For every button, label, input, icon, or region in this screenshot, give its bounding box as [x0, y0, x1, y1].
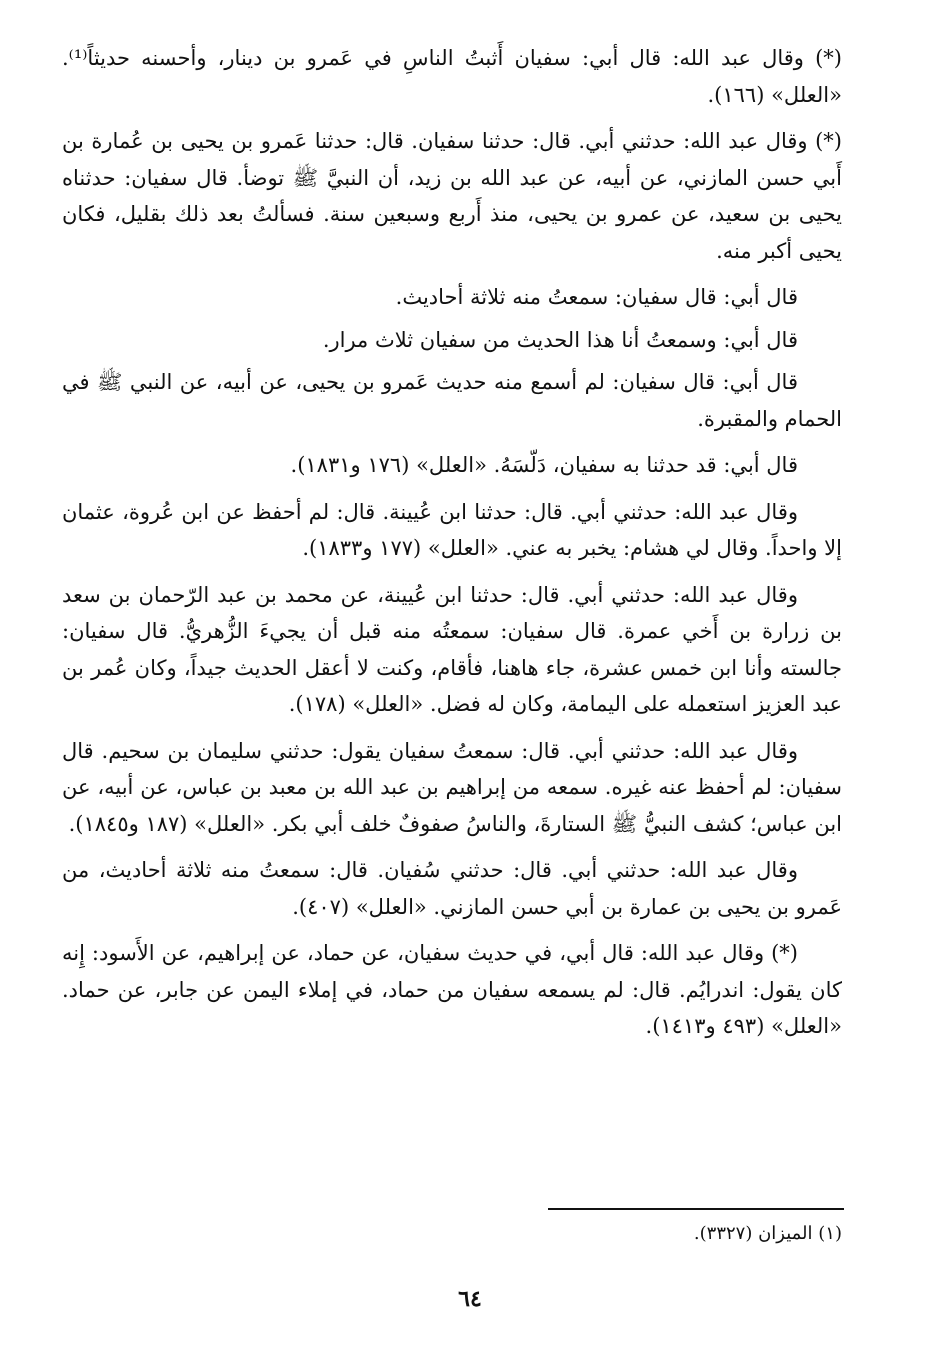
paragraph-2: (*) وقال عبد الله: حدثني أبي. قال: حدثنا سفيان. قال: حدثنا عَمرو بن يحيى بن عُمارة بن أَبي حسن المازني، عن أبيه، عن عبد الله بن زيد، أن النبيَّ ﷺ توضأ. قال سفيان: حدثناه يحيى بن سعيد، عن عمرو بن يحيى، منذ أَربع وسبعين سنة. فسألتُ بعد ذلك بقليل، فكان يحيى أكبر منه.	[62, 129, 842, 263]
paragraph-10: وقال عبد الله: حدثني أبي. قال: حدثني سُفيان. قال: سمعتُ منه ثلاثة أحاديث، من عَمرو بن يحيى بن عمارة بن أبي حسن المازني. «العلل» (٤٠٧).	[62, 858, 842, 919]
paragraph-7: وقال عبد الله: حدثني أبي. قال: حدثنا ابن عُيينة. قال: لم أحفظ عن ابن عُروة، عثمان إلا واحداً. وقال لي هشام: يخبر به عني. «العلل» (١٧٧ و١٨٣٣).	[62, 499, 842, 560]
paragraph-9: وقال عبد الله: حدثني أبي. قال: سمعتُ سفيان يقول: حدثني سليمان بن سحيم. قال سفيان: لم أحفظ عنه غيره. سمعه من إبراهيم بن عبد الله بن معبد بن عباس، عن أبيه، عن ابن عباس؛ كشف النبيُّ ﷺ الستارةَ، والناسُ صفوفٌ خلف أبي بكر. «العلل» (١٨٧ و١٨٤٥).	[62, 738, 842, 836]
paragraph-8: وقال عبد الله: حدثني أبي. قال: حدثنا ابن عُيينة، عن محمد بن عبد الرّحمان بن سعد بن زرارة بن أَخي عمرة. قال سفيان: سمعتُه منه قبل أن يجيءَ الزُّهريُّ. قال سفيان: جالسته وأنا ابن خمس عشرة، جاء هاهنا، فأقام، وكنت لا أعقل الحديث جيداً، وكان عُمر بن عبد العزيز استعمله على اليمامة، وكان له فضل. «العلل» (١٧٨).	[62, 582, 842, 716]
paragraph-5: قال أبي: قال سفيان: لم أسمع منه حديث عَمرو بن يحيى، عن أبيه، عن النبي ﷺ في الحمام والمقبرة.	[62, 370, 842, 431]
paragraph-6: قال أبي: قد حدثنا به سفيان، دَلّسَهُ. «العلل» (١٧٦ و١٨٣١).	[290, 453, 798, 477]
paragraph-11: (*) وقال عبد الله: قال أبي، في حديث سفيان، عن حماد، عن إبراهيم، عن الأَسود: إِنه كان يقول: اندرايُم. قال: لم يسمعه سفيان من حماد، في إملاء اليمن عن جابر، عن حماد. «العلل» (٤٩٣ و١٤١٣).	[62, 941, 842, 1038]
footnote: (١) الميزان (٣٣٢٧).	[693, 1223, 842, 1244]
page-body	[62, 40, 842, 1055]
footnote-divider	[548, 1208, 844, 1210]
paragraph-1: (*) وقال عبد الله: قال أبي: سفيان أَثبتُ الناسِ في عَمرو بن دينار، وأحسنه حديثاً⁽¹⁾. «العلل» (١٦٦).	[62, 46, 842, 107]
paragraph-4: قال أبي: وسمعتُ أنا هذا الحديث من سفيان ثلاث مرار.	[322, 327, 798, 352]
page-number: ٦٤	[458, 1286, 482, 1312]
paragraph-3: قال أبي: قال سفيان: سمعتُ منه ثلاثة أحاديث.	[395, 285, 798, 309]
